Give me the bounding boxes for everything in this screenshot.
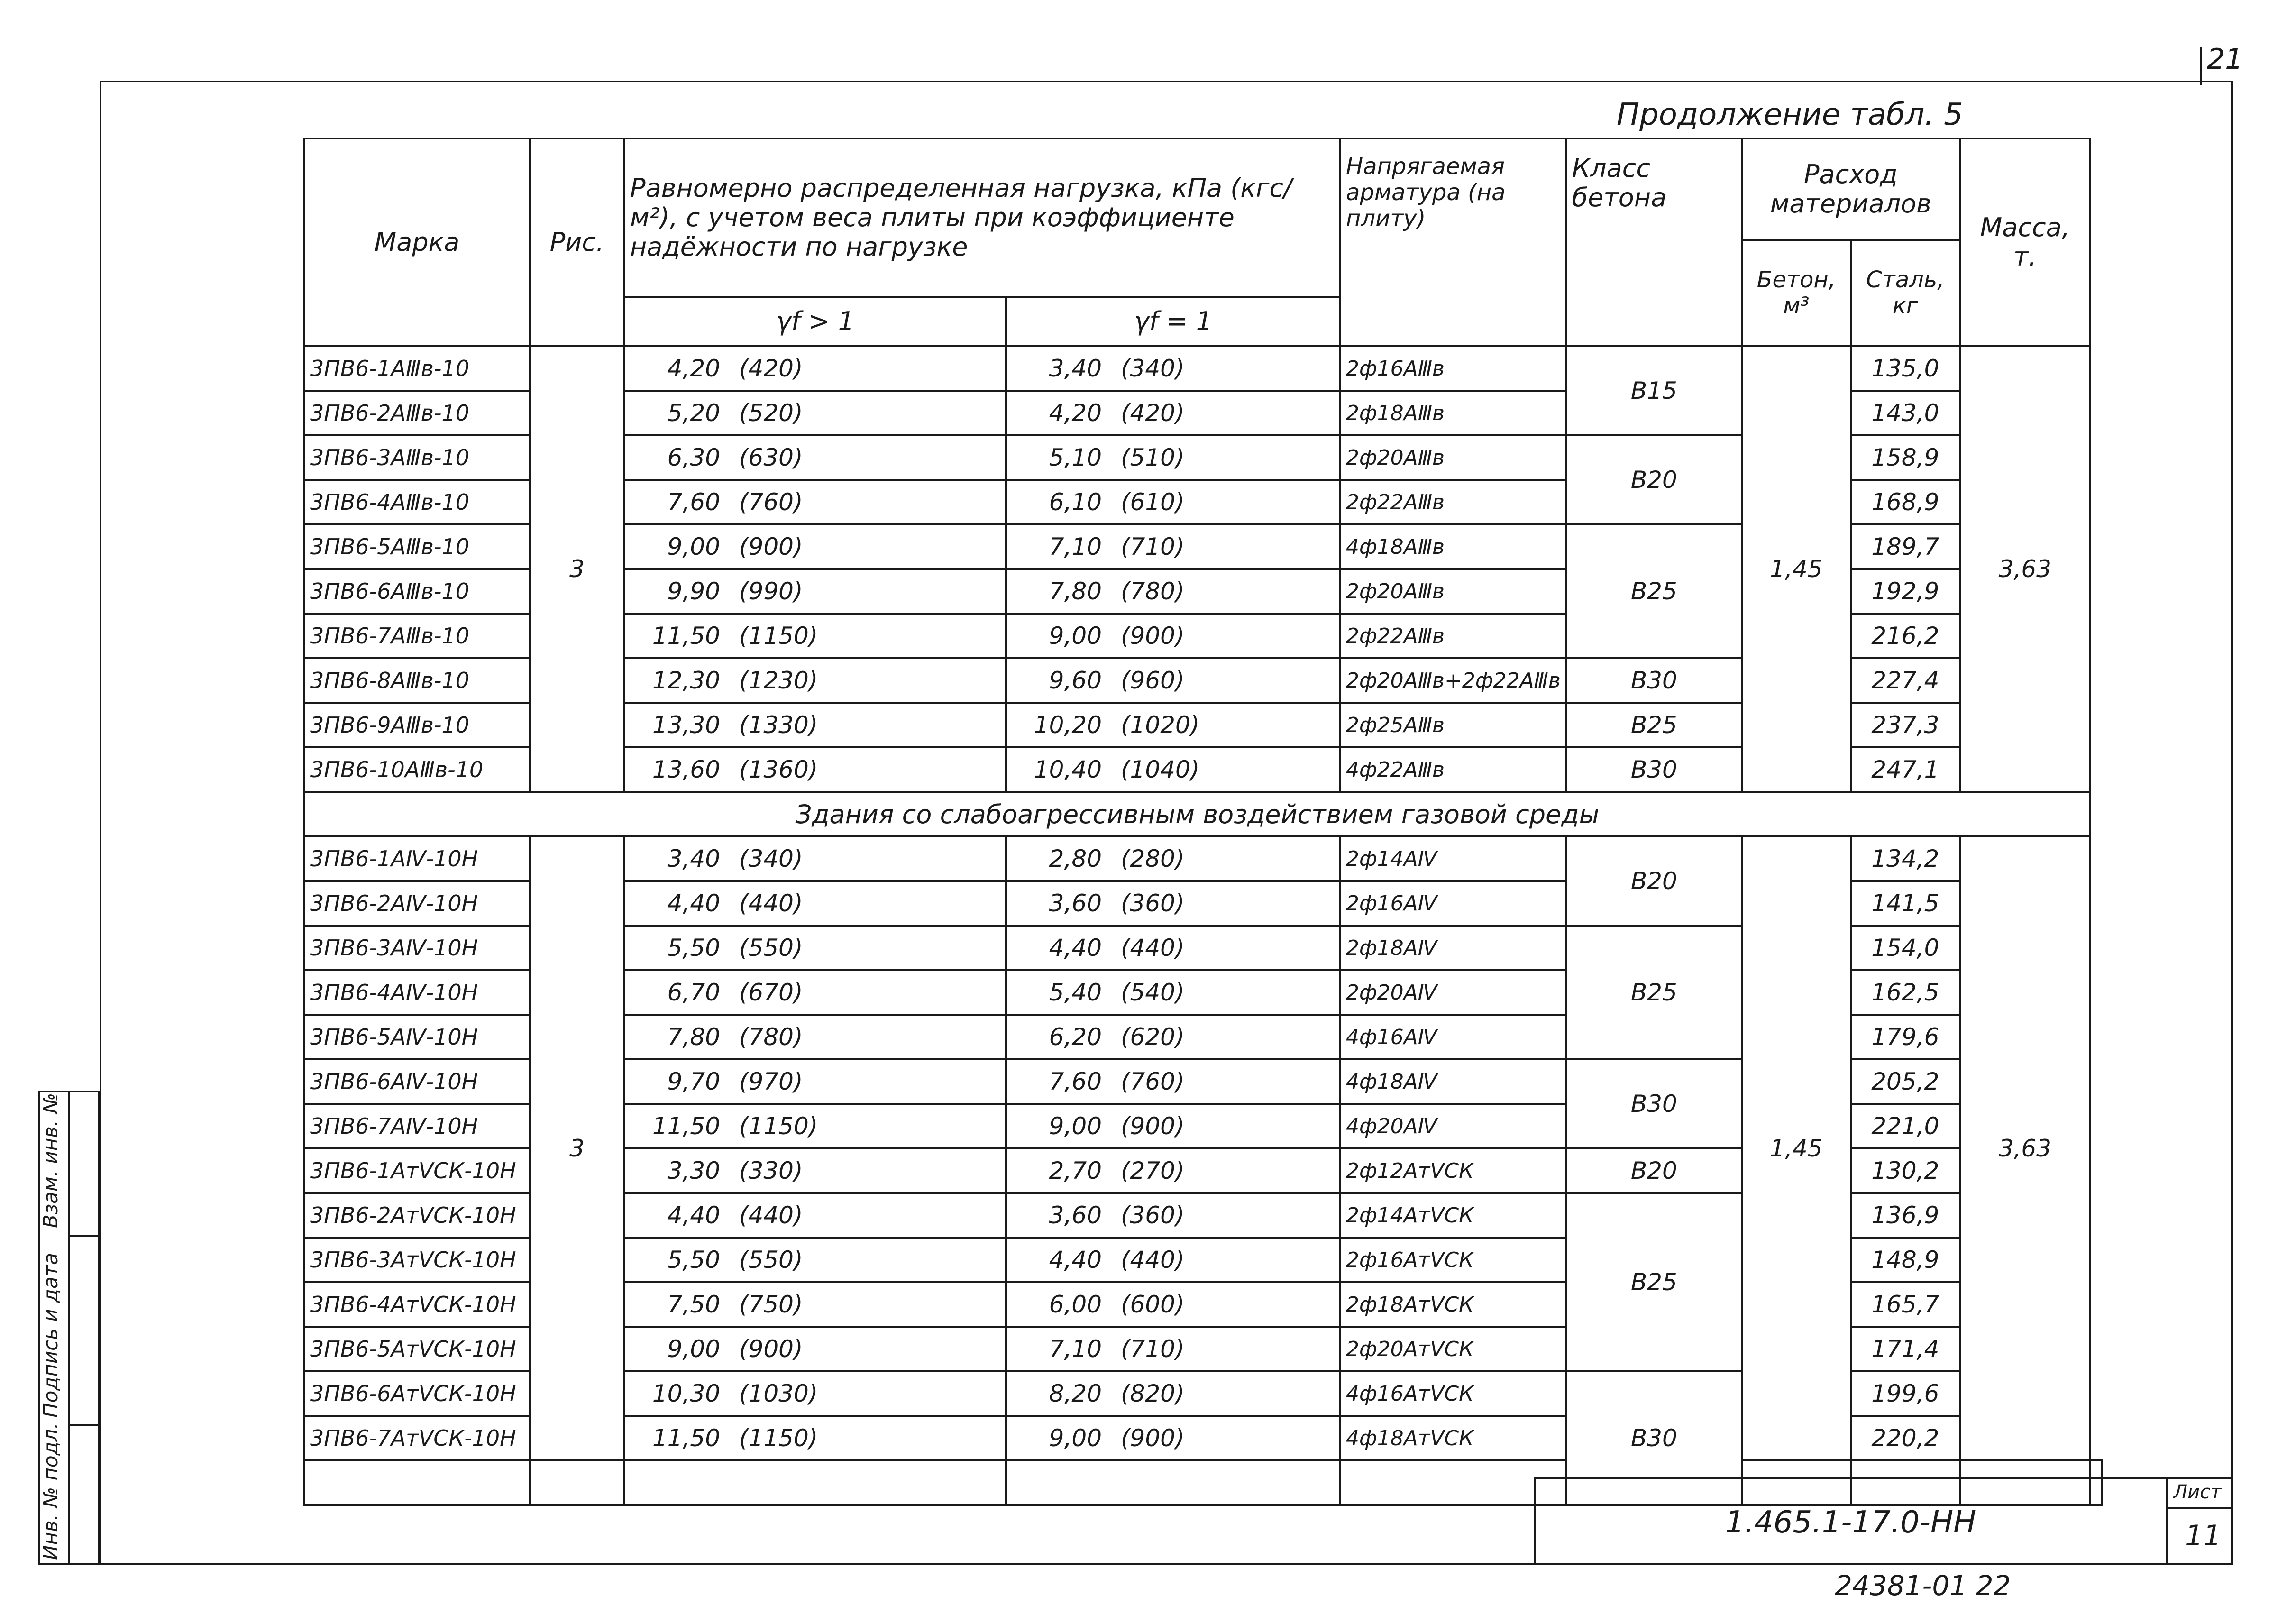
load-eq1-kgf: (610) [1121, 488, 1185, 516]
load-eq1-kpa: 7,10 [1049, 533, 1102, 560]
load-gt1-kpa: 7,60 [667, 488, 720, 516]
cell-load-gt1 [624, 1015, 1006, 1059]
cell-load-eq1 [1006, 569, 1340, 614]
cell-mark: 3ПВ6-6АтⅤСК-10Н [304, 1371, 530, 1416]
load-eq1-kgf: (900) [1121, 622, 1185, 650]
cell-rebar: 2ф14АⅣ [1340, 836, 1566, 881]
cell-load-gt1 [624, 1104, 1006, 1148]
load-eq1-kgf: (960) [1121, 667, 1185, 694]
cell-rebar: 4ф16АтⅤСК [1340, 1371, 1566, 1416]
load-eq1-kgf: (900) [1121, 1424, 1185, 1452]
load-eq1-kpa: 8,20 [1049, 1380, 1102, 1407]
load-gt1-kgf: (520) [739, 399, 803, 427]
load-eq1-kgf: (620) [1121, 1023, 1185, 1051]
load-eq1-kpa: 7,80 [1049, 578, 1102, 605]
cell-load-eq1 [1006, 836, 1340, 881]
load-gt1-kgf: (630) [739, 444, 803, 471]
cell-load-gt1 [624, 480, 1006, 524]
cell-mark: 3ПВ6-8АⅢв-10 [304, 658, 530, 703]
load-gt1-kpa: 4,20 [667, 355, 720, 382]
sheet-number: 11 [2185, 1519, 2222, 1552]
cell-steel: 247,1 [1851, 747, 1960, 792]
load-gt1-kpa: 4,40 [667, 890, 720, 917]
cell-concrete-class: В30 [1566, 1059, 1742, 1148]
cell-rebar: 2ф20АтⅤСК [1340, 1327, 1566, 1371]
cell-mark: 3ПВ6-2АⅢв-10 [304, 391, 530, 435]
cell-load-gt1 [624, 1416, 1006, 1460]
empty-cell [624, 1460, 1006, 1505]
header-mass: Масса, т. [1960, 138, 2090, 346]
cell-rebar: 4ф16АⅣ [1340, 1015, 1566, 1059]
cell-load-eq1 [1006, 480, 1340, 524]
cell-steel: 199,6 [1851, 1371, 1960, 1416]
doc-code: 1.465.1-17.0-НН [1725, 1505, 1976, 1540]
cell-concrete-class: В20 [1566, 435, 1742, 524]
load-eq1-kgf: (420) [1121, 399, 1185, 427]
cell-rebar: 2ф18АⅣ [1340, 926, 1566, 970]
load-gt1-kpa: 9,00 [667, 533, 720, 560]
load-eq1-kgf: (340) [1121, 355, 1185, 382]
cell-rebar: 2ф16АтⅤСК [1340, 1238, 1566, 1282]
load-eq1-kpa: 4,40 [1049, 1246, 1102, 1274]
cell-fig: 3 [530, 836, 624, 1460]
load-gt1-kgf: (1360) [739, 756, 818, 783]
load-eq1-kgf: (270) [1121, 1157, 1185, 1184]
header-steel: Сталь, кг [1851, 240, 1960, 346]
load-gt1-kpa: 4,40 [667, 1202, 720, 1229]
load-eq1-kgf: (440) [1121, 934, 1185, 962]
cell-rebar: 4ф18АⅢв [1340, 524, 1566, 569]
cell-rebar: 4ф18АтⅤСК [1340, 1416, 1566, 1460]
empty-cell [304, 1460, 530, 1505]
load-eq1-kpa: 10,40 [1034, 756, 1102, 783]
load-gt1-kpa: 11,50 [652, 1112, 720, 1140]
stamp-inv: Инв. № подл. [39, 1422, 62, 1560]
cell-concrete-class: В25 [1566, 1193, 1742, 1371]
cell-load-gt1 [624, 614, 1006, 658]
cell-load-eq1 [1006, 1015, 1340, 1059]
cell-load-gt1 [624, 569, 1006, 614]
cell-load-gt1 [624, 1059, 1006, 1104]
header-mark: Марка [304, 138, 530, 346]
load-gt1-kgf: (900) [739, 1335, 803, 1363]
cell-load-eq1 [1006, 1104, 1340, 1148]
cell-rebar: 2ф16АⅣ [1340, 881, 1566, 926]
load-gt1-kpa: 13,60 [652, 756, 720, 783]
load-eq1-kgf: (600) [1121, 1291, 1185, 1318]
cell-load-eq1 [1006, 435, 1340, 480]
load-gt1-kgf: (990) [739, 578, 803, 605]
continuation-label: Продолжение табл. 5 [1617, 97, 1963, 132]
cell-load-eq1 [1006, 1193, 1340, 1238]
cell-load-eq1 [1006, 658, 1340, 703]
cell-concrete-class: В30 [1566, 747, 1742, 792]
title-block [1534, 1477, 2233, 1565]
load-eq1-kpa: 9,00 [1049, 1112, 1102, 1140]
load-eq1-kpa: 7,60 [1049, 1068, 1102, 1095]
load-eq1-kgf: (710) [1121, 1335, 1185, 1363]
empty-cell [1340, 1460, 1566, 1505]
cell-mark: 3ПВ6-6АⅣ-10Н [304, 1059, 530, 1104]
cell-load-eq1 [1006, 1371, 1340, 1416]
load-eq1-kpa: 9,60 [1049, 667, 1102, 694]
cell-concrete-class: В15 [1566, 346, 1742, 435]
load-eq1-kpa: 5,40 [1049, 979, 1102, 1006]
stamp-replace: Взам. инв. № [39, 1092, 62, 1228]
cell-steel: 205,2 [1851, 1059, 1960, 1104]
load-eq1-kpa: 6,00 [1049, 1291, 1102, 1318]
load-gt1-kgf: (550) [739, 1246, 803, 1274]
cell-steel: 189,7 [1851, 524, 1960, 569]
load-eq1-kpa: 10,20 [1034, 711, 1102, 739]
cell-load-eq1 [1006, 970, 1340, 1015]
page-number: 21 [2207, 43, 2243, 76]
cell-rebar: 2ф18АтⅤСК [1340, 1282, 1566, 1327]
cell-load-gt1 [624, 1282, 1006, 1327]
cell-load-eq1 [1006, 346, 1340, 391]
cell-concrete-volume: 1,45 [1742, 836, 1851, 1460]
cell-load-gt1 [624, 1193, 1006, 1238]
cell-steel: 135,0 [1851, 346, 1960, 391]
cell-load-gt1 [624, 391, 1006, 435]
load-gt1-kgf: (970) [739, 1068, 803, 1095]
cell-load-gt1 [624, 1148, 1006, 1193]
cell-load-eq1 [1006, 881, 1340, 926]
cell-steel: 143,0 [1851, 391, 1960, 435]
load-eq1-kpa: 7,10 [1049, 1335, 1102, 1363]
section-title-row [304, 792, 2102, 836]
cell-mark: 3ПВ6-7АтⅤСК-10Н [304, 1416, 530, 1460]
cell-mark: 3ПВ6-1АтⅤСК-10Н [304, 1148, 530, 1193]
load-gt1-kpa: 5,20 [667, 399, 720, 427]
load-gt1-kgf: (670) [739, 979, 803, 1006]
load-gt1-kpa: 3,30 [667, 1157, 720, 1184]
cell-steel: 179,6 [1851, 1015, 1960, 1059]
cell-steel: 130,2 [1851, 1148, 1960, 1193]
load-gt1-kpa: 6,70 [667, 979, 720, 1006]
cell-rebar: 2ф20АⅢв [1340, 435, 1566, 480]
load-eq1-kpa: 5,10 [1049, 444, 1102, 471]
cell-rebar: 4ф20АⅣ [1340, 1104, 1566, 1148]
load-gt1-kgf: (900) [739, 533, 803, 560]
cell-concrete-class: В20 [1566, 1148, 1742, 1193]
load-eq1-kgf: (900) [1121, 1112, 1185, 1140]
load-eq1-kgf: (710) [1121, 533, 1185, 560]
load-gt1-kpa: 9,70 [667, 1068, 720, 1095]
cell-load-eq1 [1006, 1148, 1340, 1193]
load-eq1-kgf: (360) [1121, 1202, 1185, 1229]
cell-mark: 3ПВ6-6АⅢв-10 [304, 569, 530, 614]
load-gt1-kpa: 11,50 [652, 622, 720, 650]
load-gt1-kpa: 9,00 [667, 1335, 720, 1363]
load-eq1-kgf: (1020) [1121, 711, 1200, 739]
header-load: Равномерно распределенная нагрузка, кПа (кгс/м²), с учетом веса плиты при коэффициенте надёжности по нагрузке [624, 138, 1340, 297]
cell-steel: 216,2 [1851, 614, 1960, 658]
load-gt1-kpa: 13,30 [652, 711, 720, 739]
header-load-eq1: γf = 1 [1006, 297, 1340, 346]
load-gt1-kgf: (760) [739, 488, 803, 516]
cell-load-eq1 [1006, 391, 1340, 435]
load-eq1-kgf: (820) [1121, 1380, 1185, 1407]
header-load-gt1: γf > 1 [624, 297, 1006, 346]
cell-load-gt1 [624, 970, 1006, 1015]
load-eq1-kgf: (440) [1121, 1246, 1185, 1274]
header-fig: Рис. [530, 138, 624, 346]
cell-load-gt1 [624, 1238, 1006, 1282]
stamp-sign: Подпись и дата [39, 1253, 62, 1418]
cell-load-gt1 [624, 1371, 1006, 1416]
load-gt1-kgf: (1150) [739, 1112, 818, 1140]
cell-concrete-class: В20 [1566, 836, 1742, 926]
load-gt1-kpa: 3,40 [667, 845, 720, 872]
cell-mark: 3ПВ6-5АⅢв-10 [304, 524, 530, 569]
cell-steel: 221,0 [1851, 1104, 1960, 1148]
cell-mark: 3ПВ6-3АтⅤСК-10Н [304, 1238, 530, 1282]
cell-steel: 136,9 [1851, 1193, 1960, 1238]
cell-rebar: 4ф18АⅣ [1340, 1059, 1566, 1104]
load-gt1-kpa: 7,80 [667, 1023, 720, 1051]
load-eq1-kpa: 3,60 [1049, 1202, 1102, 1229]
cell-steel: 148,9 [1851, 1238, 1960, 1282]
cell-rebar: 2ф20АⅣ [1340, 970, 1566, 1015]
cell-rebar: 2ф20АⅢв+2ф22АⅢв [1340, 658, 1566, 703]
load-gt1-kgf: (1230) [739, 667, 818, 694]
cell-steel: 220,2 [1851, 1416, 1960, 1460]
load-eq1-kgf: (1040) [1121, 756, 1200, 783]
cell-rebar: 2ф22АⅢв [1340, 480, 1566, 524]
load-gt1-kpa: 9,90 [667, 578, 720, 605]
load-gt1-kgf: (1150) [739, 622, 818, 650]
header-row-1 [304, 138, 2102, 240]
cell-steel: 171,4 [1851, 1327, 1960, 1371]
load-eq1-kgf: (760) [1121, 1068, 1185, 1095]
load-gt1-kgf: (1030) [739, 1380, 818, 1407]
cell-load-gt1 [624, 836, 1006, 881]
load-gt1-kgf: (340) [739, 845, 803, 872]
load-gt1-kpa: 6,30 [667, 444, 720, 471]
header-concrete: Бетон, м³ [1742, 240, 1851, 346]
cell-rebar: 2ф25АⅢв [1340, 703, 1566, 747]
cell-concrete-class: В25 [1566, 524, 1742, 658]
cell-mass: 3,63 [1960, 346, 2090, 792]
load-eq1-kgf: (280) [1121, 845, 1185, 872]
load-gt1-kgf: (780) [739, 1023, 803, 1051]
cell-load-gt1 [624, 1327, 1006, 1371]
cell-load-gt1 [624, 346, 1006, 391]
cell-mark: 3ПВ6-2АтⅤСК-10Н [304, 1193, 530, 1238]
cell-steel: 227,4 [1851, 658, 1960, 703]
load-gt1-kgf: (750) [739, 1291, 803, 1318]
load-eq1-kgf: (780) [1121, 578, 1185, 605]
cell-concrete-class: В30 [1566, 1371, 1742, 1505]
load-gt1-kgf: (1330) [739, 711, 818, 739]
load-gt1-kpa: 12,30 [652, 667, 720, 694]
header-materials: Расход материалов [1742, 138, 1960, 240]
load-eq1-kgf: (540) [1121, 979, 1185, 1006]
cell-mark: 3ПВ6-3АⅢв-10 [304, 435, 530, 480]
load-gt1-kgf: (420) [739, 355, 803, 382]
cell-rebar: 2ф20АⅢв [1340, 569, 1566, 614]
cell-concrete-class: В30 [1566, 658, 1742, 703]
header-concrete-class: Класс бетона [1566, 138, 1742, 346]
cell-mark: 3ПВ6-2АⅣ-10Н [304, 881, 530, 926]
load-eq1-kpa: 6,20 [1049, 1023, 1102, 1051]
cell-mark: 3ПВ6-10АⅢв-10 [304, 747, 530, 792]
cell-concrete-class: В25 [1566, 926, 1742, 1059]
load-gt1-kgf: (440) [739, 1202, 803, 1229]
cell-fig: 3 [530, 346, 624, 792]
cell-steel: 154,0 [1851, 926, 1960, 970]
load-gt1-kpa: 5,50 [667, 934, 720, 962]
cell-mark: 3ПВ6-7АⅣ-10Н [304, 1104, 530, 1148]
empty-cell [530, 1460, 624, 1505]
cell-steel: 162,5 [1851, 970, 1960, 1015]
cell-load-gt1 [624, 524, 1006, 569]
cell-load-eq1 [1006, 747, 1340, 792]
cell-steel: 237,3 [1851, 703, 1960, 747]
cell-load-gt1 [624, 658, 1006, 703]
cell-mark: 3ПВ6-1АⅣ-10Н [304, 836, 530, 881]
cell-mark: 3ПВ6-5АтⅤСК-10Н [304, 1327, 530, 1371]
load-gt1-kpa: 10,30 [652, 1380, 720, 1407]
empty-cell [1006, 1460, 1340, 1505]
load-eq1-kpa: 6,10 [1049, 488, 1102, 516]
cell-load-eq1 [1006, 1238, 1340, 1282]
load-gt1-kgf: (440) [739, 890, 803, 917]
load-eq1-kpa: 4,20 [1049, 399, 1102, 427]
load-gt1-kpa: 5,50 [667, 1246, 720, 1274]
load-eq1-kpa: 4,40 [1049, 934, 1102, 962]
cell-load-eq1 [1006, 614, 1340, 658]
load-eq1-kpa: 3,40 [1049, 355, 1102, 382]
main-table [303, 138, 2103, 1506]
cell-load-eq1 [1006, 703, 1340, 747]
cell-load-gt1 [624, 926, 1006, 970]
archive-number: 24381-01 22 [1835, 1569, 2011, 1602]
cell-mark: 3ПВ6-5АⅣ-10Н [304, 1015, 530, 1059]
cell-rebar: 2ф16АⅢв [1340, 346, 1566, 391]
cell-steel: 141,5 [1851, 881, 1960, 926]
load-gt1-kgf: (1150) [739, 1424, 818, 1452]
header-rebar: Напрягаемая арматура (на плиту) [1340, 138, 1566, 346]
cell-load-eq1 [1006, 1282, 1340, 1327]
page-number-mark [2200, 47, 2202, 85]
cell-steel: 158,9 [1851, 435, 1960, 480]
cell-steel: 168,9 [1851, 480, 1960, 524]
cell-mark: 3ПВ6-7АⅢв-10 [304, 614, 530, 658]
cell-mark: 3ПВ6-4АⅢв-10 [304, 480, 530, 524]
load-eq1-kgf: (510) [1121, 444, 1185, 471]
cell-rebar: 2ф14АтⅤСК [1340, 1193, 1566, 1238]
load-eq1-kpa: 3,60 [1049, 890, 1102, 917]
cell-load-eq1 [1006, 1416, 1340, 1460]
cell-load-gt1 [624, 881, 1006, 926]
cell-mark: 3ПВ6-4АⅣ-10Н [304, 970, 530, 1015]
load-gt1-kpa: 11,50 [652, 1424, 720, 1452]
load-gt1-kgf: (550) [739, 934, 803, 962]
cell-rebar: 2ф22АⅢв [1340, 614, 1566, 658]
cell-mark: 3ПВ6-3АⅣ-10Н [304, 926, 530, 970]
cell-rebar: 2ф18АⅢв [1340, 391, 1566, 435]
table-row [304, 346, 2102, 391]
load-gt1-kpa: 7,50 [667, 1291, 720, 1318]
load-eq1-kpa: 9,00 [1049, 1424, 1102, 1452]
cell-mark: 3ПВ6-4АтⅤСК-10Н [304, 1282, 530, 1327]
cell-steel: 165,7 [1851, 1282, 1960, 1327]
cell-mark: 3ПВ6-9АⅢв-10 [304, 703, 530, 747]
section-title: Здания со слабоагрессивным воздействием газовой среды [304, 792, 2090, 836]
cell-rebar: 2ф12АтⅤСК [1340, 1148, 1566, 1193]
cell-load-eq1 [1006, 926, 1340, 970]
cell-load-gt1 [624, 435, 1006, 480]
cell-concrete-volume: 1,45 [1742, 346, 1851, 792]
cell-load-eq1 [1006, 1327, 1340, 1371]
load-eq1-kpa: 9,00 [1049, 622, 1102, 650]
load-eq1-kgf: (360) [1121, 890, 1185, 917]
cell-concrete-class: В25 [1566, 703, 1742, 747]
cell-load-gt1 [624, 703, 1006, 747]
cell-load-gt1 [624, 747, 1006, 792]
cell-steel: 134,2 [1851, 836, 1960, 881]
cell-mark: 3ПВ6-1АⅢв-10 [304, 346, 530, 391]
sheet-label: Лист [2173, 1481, 2222, 1503]
cell-load-eq1 [1006, 524, 1340, 569]
load-eq1-kpa: 2,80 [1049, 845, 1102, 872]
cell-mass: 3,63 [1960, 836, 2090, 1460]
cell-rebar: 4ф22АⅢв [1340, 747, 1566, 792]
cell-load-eq1 [1006, 1059, 1340, 1104]
load-gt1-kgf: (330) [739, 1157, 803, 1184]
load-eq1-kpa: 2,70 [1049, 1157, 1102, 1184]
cell-steel: 192,9 [1851, 569, 1960, 614]
table-row [304, 836, 2102, 881]
